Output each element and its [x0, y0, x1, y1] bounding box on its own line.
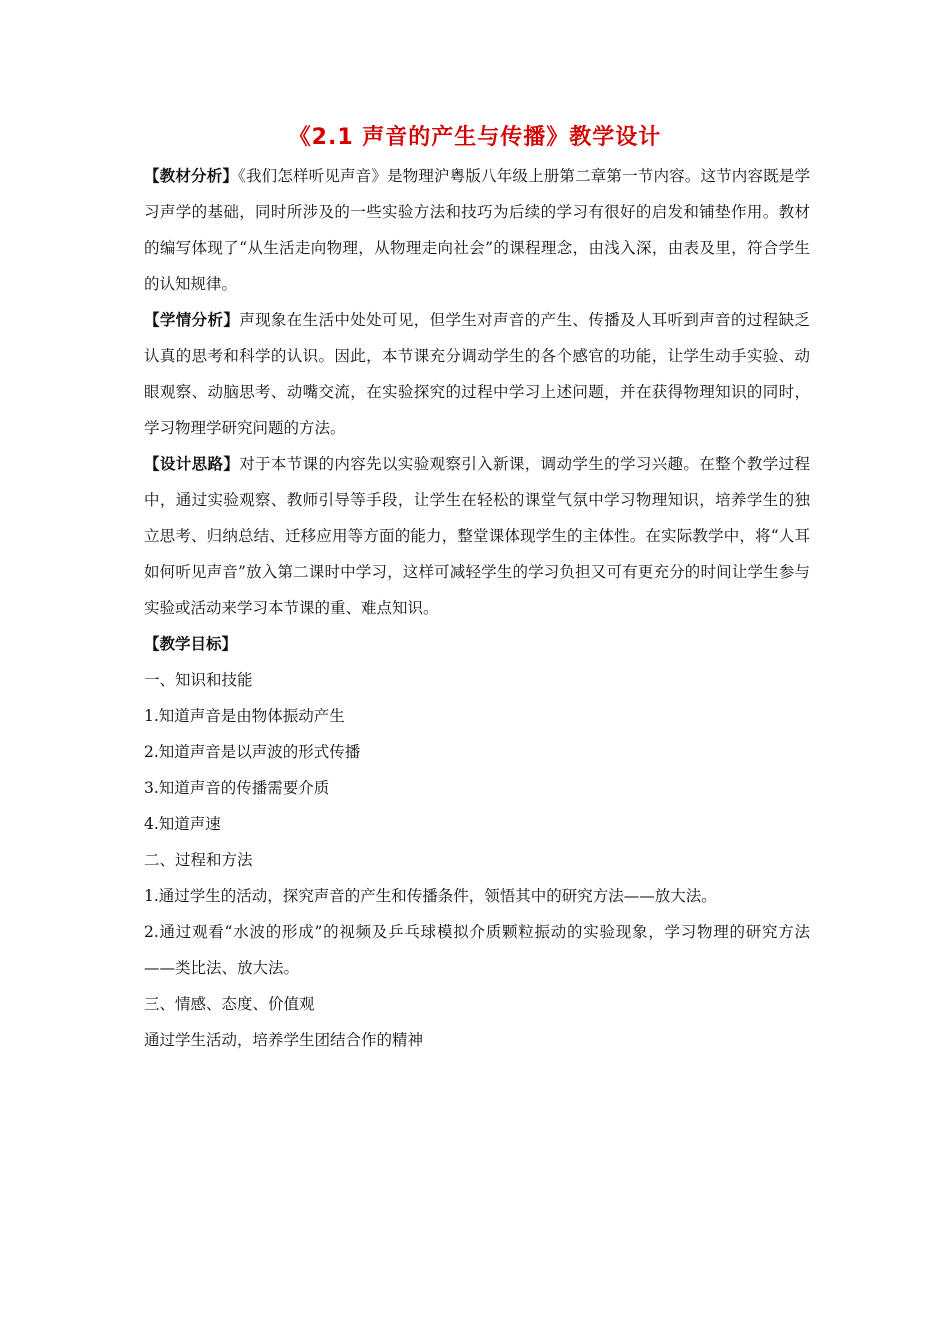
knowledge-item: 3.知道声音的传播需要介质: [144, 779, 330, 797]
process-item: 1.通过学生的活动，探究声音的产生和传播条件，领悟其中的研究方法——放大法。: [144, 887, 717, 905]
design-idea-paragraph: [144, 446, 810, 626]
student-analysis-text: 声现象在生活中处处可见，但学生对声音的产生、传播及人耳听到声音的过程缺乏认真的思考和科学的认识。因此，本节课充分调动学生的各个感官的功能，让学生动手实验、动眼观察、动脑思考、动嘴交流，在实验探究的过程中学习上述问题，并在获得物理知识的同时，学习物理学研究问题的方法。: [144, 311, 810, 437]
document-title: 《2.1 声音的产生与传播》教学设计: [288, 125, 662, 150]
emotion-values-heading: 三、情感、态度、价值观: [144, 995, 315, 1013]
knowledge-item: 4.知道声速: [144, 815, 221, 833]
textbook-analysis-paragraph: [144, 158, 810, 302]
emotion-values-text: 通过学生活动，培养学生团结合作的精神: [144, 1031, 424, 1049]
teaching-goals-heading: 【教学目标】: [144, 635, 238, 653]
process-methods-heading: 二、过程和方法: [144, 851, 253, 869]
design-idea-text: 对于本节课的内容先以实验观察引入新课，调动学生的学习兴趣。在整个教学过程中，通过实验观察、教师引导等手段，让学生在轻松的课堂气氛中学习物理知识，培养学生的独立思考、归纳总结、迁移应用等方面的能力，整堂课体现学生的主体性。在实际教学中，将“人耳如何听见声音”放入第二课时中学习，这样可减轻学生的学习负担又可有更充分的时间让学生参与实验或活动来学习本节课的重、难点知识。: [144, 455, 810, 617]
textbook-analysis-text: 《我们怎样听见声音》是物理沪粤版八年级上册第二章第一节内容。这节内容既是学习声学的基础，同时所涉及的一些实验方法和技巧为后续的学习有很好的启发和铺垫作用。教材的编写体现了“从生活走向物理，从物理走向社会”的课程理念，由浅入深，由表及里，符合学生的认知规律。: [144, 167, 810, 293]
knowledge-item: 1.知道声音是由物体振动产生: [144, 707, 345, 725]
student-analysis-paragraph: [144, 302, 810, 446]
textbook-analysis-heading: 【教材分析】: [144, 167, 239, 185]
student-analysis-heading: 【学情分析】: [144, 311, 240, 329]
process-item: 2.通过观看“水波的形成”的视频及乒乓球模拟介质颗粒振动的实验现象，学习物理的研究方法——类比法、放大法。: [144, 923, 810, 977]
design-idea-heading: 【设计思路】: [144, 455, 240, 473]
knowledge-skills-heading: 一、知识和技能: [144, 671, 253, 689]
knowledge-item: 2.知道声音是以声波的形式传播: [144, 743, 361, 761]
document-body: [144, 158, 810, 1058]
